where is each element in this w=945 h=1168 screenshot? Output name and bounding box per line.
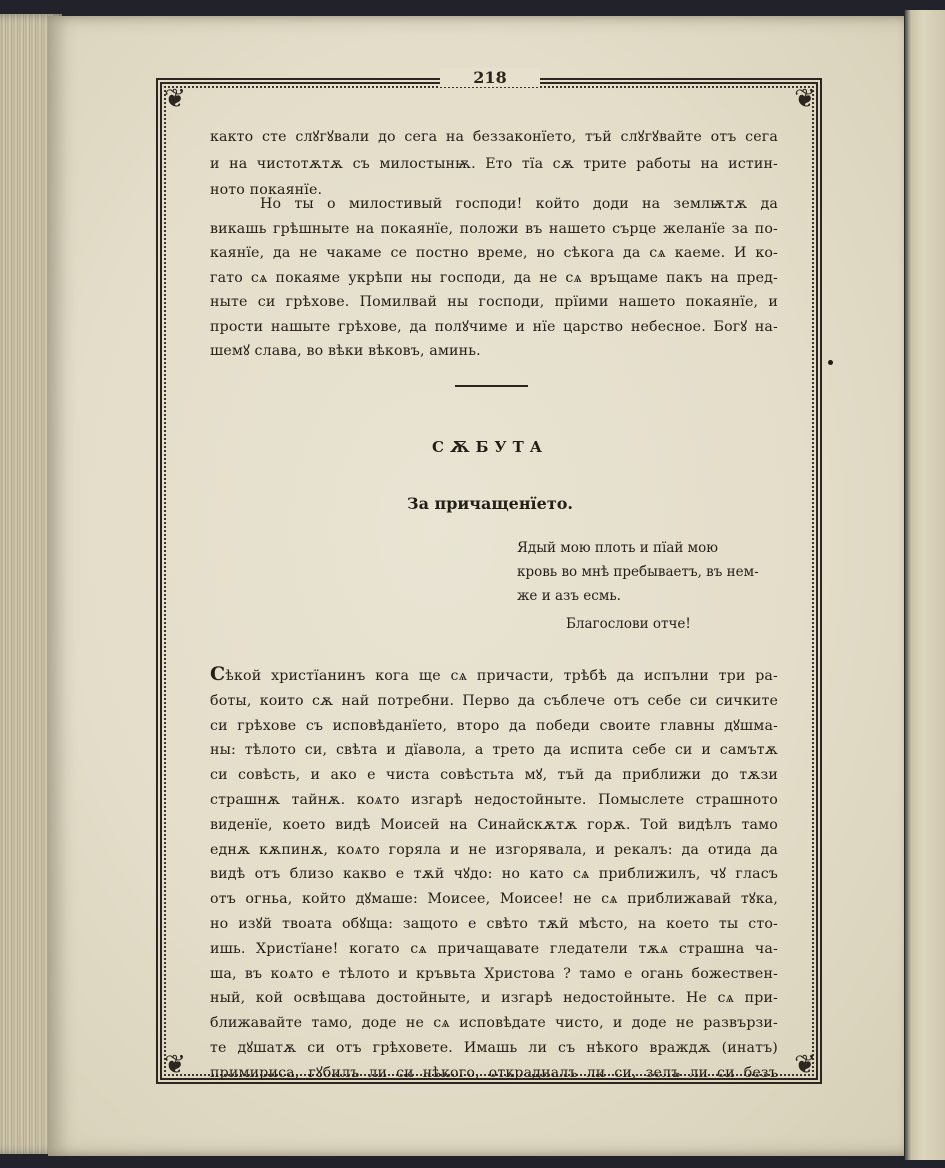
paragraph-prayer — [210, 192, 778, 364]
page-number: 218 — [440, 68, 540, 87]
text-line: ный, кой освѣщава достойныте, и изгарѣ недостойныте. Не сѧ при- — [210, 990, 778, 1007]
text-line: си грѣхове съ исповѣданїето, второ да победи своите главны дꙋшма- — [210, 717, 778, 734]
text-line: ишь. Христїане! когато сѧ причащавате гледатели тѫѧ страшна ча- — [210, 940, 778, 957]
text-line: примириса, гꙋбилъ ли си нѣкого, открадналъ ли си, зелъ ли си безъ — [210, 1064, 778, 1081]
blessing-line: Благослови отче! — [566, 616, 691, 632]
epigraph — [517, 536, 779, 608]
section-title: СѪБУТА — [432, 438, 548, 456]
text-line: каянїе, да не чакаме се постно време, но сѣкога да сѧ каеме. И ко- — [210, 245, 778, 261]
text-line: ша, въ коѧто е тѣлото и кръвьта Христова ? тамо е огань божествен- — [210, 965, 778, 982]
corner-ornament-icon: ❦ — [794, 1050, 816, 1080]
facing-page-edge — [905, 10, 945, 1160]
epigraph-line: Ядый мою плоть и пїай мою — [517, 540, 719, 556]
text-line: те дꙋшатѫ си отъ грѣховете. Имашь ли съ нѣкого враждѫ (инатъ) — [210, 1039, 778, 1056]
text-line-rest: ѣкой христїанинъ кога ще сѧ причасти, трѣбѣ да испълни три ра- — [225, 668, 778, 684]
text-line: ното покаянїе. — [210, 182, 323, 198]
text-line: гато сѧ покаяме укрѣпи ны господи, да не сѧ връщаме пакъ на пред- — [210, 269, 778, 286]
epigraph-line: же и азъ есмь. — [517, 588, 621, 604]
text-line: ближавайте тамо, доде не сѧ исповѣдате чисто, и доде не развързи- — [210, 1015, 778, 1032]
corner-ornament-icon: ❦ — [794, 84, 816, 114]
drop-cap: С — [210, 663, 226, 685]
section-subtitle: За причащенїето. — [407, 494, 573, 513]
corner-ornament-icon: ❦ — [164, 84, 186, 114]
text-line: и на чистотѫтѫ съ милостынѭ. Ето тїа сѫ трите работы на истин- — [210, 155, 778, 172]
text-line: отъ огньа, който дꙋмаше: Моисее, Моисее! не сѧ приближавай тꙋка, — [210, 891, 778, 908]
text-line: викашь грѣшныте на покаянїе, положи въ нашето сърце желанїе за по- — [210, 220, 778, 237]
text-line: ныте си грѣхове. Помилвай ны господи, прїими нашето покаянїе, и — [210, 294, 778, 310]
epigraph-line: кровь во мнѣ пребываетъ, въ нем- — [517, 564, 759, 580]
text-line: страшнѫ тайнѫ. коѧто изгарѣ недостойныте. Помыслете страшното — [210, 791, 778, 808]
paragraph-main — [210, 662, 778, 1086]
text-line: боты, които сѫ най потребни. Перво да съблече отъ себе си сичките — [210, 692, 778, 709]
ink-speck — [828, 360, 833, 365]
text-line: прости нашыте грѣхове, да полꙋчиме и нїе царство небесное. Богꙋ на- — [210, 318, 778, 335]
text-line: виденїе, което видѣ Моисей на Синайскѫтѫ горѫ. Той видѣлъ тамо — [210, 816, 778, 833]
text-line: ны: тѣлото си, свѣта и дїавола, а трето да испита себе си и самътѫ — [210, 742, 778, 759]
text-line: еднѫ кѫпинѫ, коѧто горяла и не изгорявала, и рекалъ: да отида да — [210, 841, 778, 858]
text-line: Но ты о милостивый господи! който доди на землѭтѫ да — [260, 196, 778, 212]
text-line — [210, 662, 778, 689]
text-line: видѣ отъ близо какво е тѫй чꙋдо: но като сѧ приближилъ, чꙋ гласъ — [210, 866, 778, 883]
text-line: както сте слꙋгꙋвали до сега на беззаконїето, тъй слꙋгꙋвайте отъ сега — [210, 129, 778, 145]
text-line: шемꙋ слава, во вѣки вѣковъ, аминь. — [210, 343, 481, 359]
text-line: си совѣсть, и ако е чиста совѣстьта мꙋ, тъй да приближи до тѫзи — [210, 767, 778, 784]
corner-ornament-icon: ❦ — [164, 1050, 186, 1080]
section-divider — [455, 385, 528, 387]
text-line: но изꙋй твоата обꙋща: защото е свѣто тѫй мѣсто, на което ты сто- — [210, 915, 778, 932]
